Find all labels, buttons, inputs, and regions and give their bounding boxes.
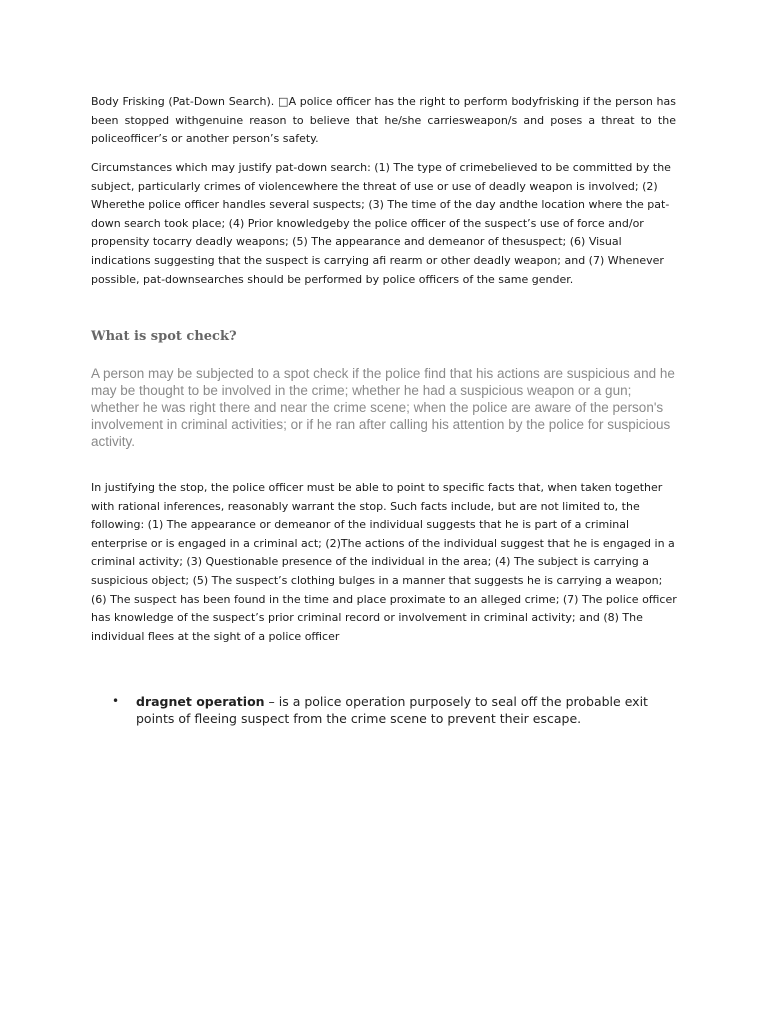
paragraph-body-frisking: Body Frisking (Pat-Down Search). □A police officer has the right to perform bodyfrisking if the person has been stopped withgenuine reason to believe that he/she carriesweapon/s and poses a threat to the policeofficer’s or another person’s safety. <box>91 95 676 146</box>
paragraph-circumstances: Circumstances which may justify pat-down search: (1) The type of crimebelieved to be committed by the subject, particularly crimes of violencewhere the threat of use or use of deadly weapon is involved; (2) Wherethe police officer handles several suspects; (3) The time of the day andthe location where the pat-down search took place; (4) Prior knowledgeby the police officer of the suspect’s use of force and/or propensity tocarry deadly weapons; (5) The appearance and demeanor of thesuspect; (6) Visual indications suggesting that the suspect is carrying afi rearm or other deadly weapon; and (7) Whenever possible, pat-downsearches should be performed by police officers of the same gender. <box>91 161 671 286</box>
bullet-list <box>110 693 670 727</box>
bullet-definition: – is a police operation purposely to seal off the probable exit points of fleeing suspect from the crime scene to prevent their escape. <box>136 694 648 726</box>
bullet-marker: • <box>112 694 120 708</box>
list-item <box>110 693 670 727</box>
paragraph-spot-check: A person may be subjected to a spot check if the police find that his actions are suspicious and he may be thought to be involved in the crime; whether he had a suspicious weapon or a gun; whether he was right there and near the crime scene; when the police are aware of the person's involvement in criminal activities; or if he ran after calling his attention by the police for suspicious activity. <box>91 366 675 449</box>
bullet-term: dragnet operation <box>136 694 265 709</box>
paragraph-justifying-stop: In justifying the stop, the police officer must be able to point to specific facts that, when taken together with rational inferences, reasonably warrant the stop. Such facts include, but are not limited to, the following: (1) The appearance or demeanor of the individual suggests that he is part of a criminal enterprise or is engaged in a criminal act; (2)The actions of the individual suggest that he is engaged in a criminal activity; (3) Questionable presence of the individual in the area; (4) The subject is carrying a suspicious object; (5) The suspect’s clothing bulges in a manner that suggests he is carrying a weapon; (6) The suspect has been found in the time and place proximate to an alleged crime; (7) The police officer has knowledge of the suspect’s prior criminal record or involvement in criminal activity; and (8) The individual flees at the sight of a police officer <box>91 481 677 643</box>
heading-spot-check: What is spot check? <box>91 329 237 344</box>
